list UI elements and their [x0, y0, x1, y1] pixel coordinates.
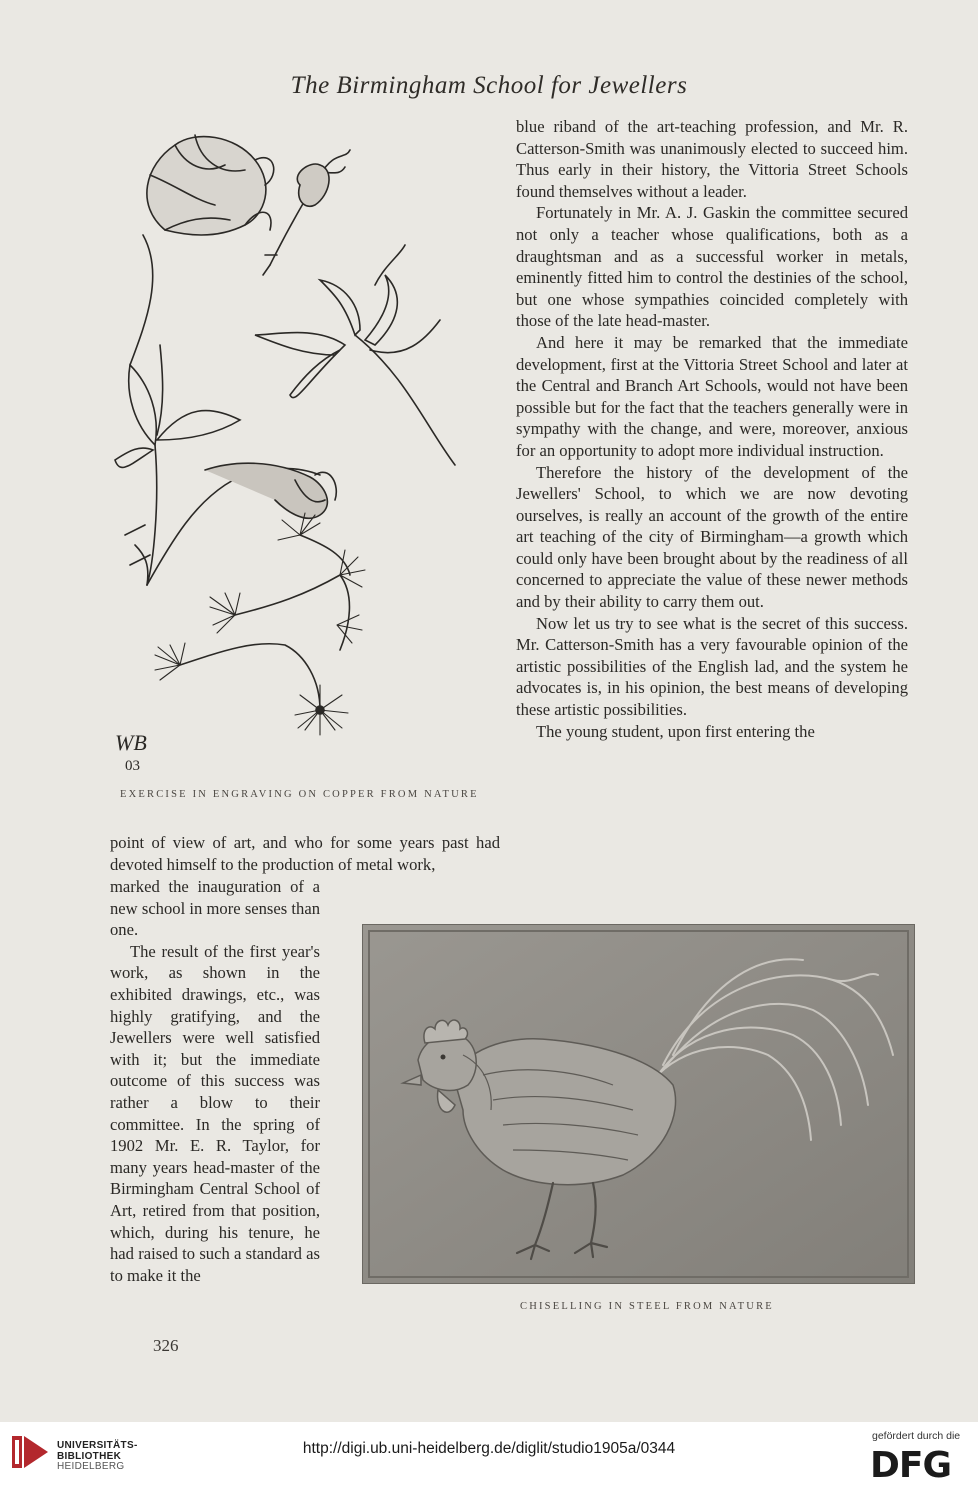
left-narrow-text: marked the inauguration of a new school in more senses than one.	[110, 877, 320, 940]
running-title: The Birmingham School for Jewellers	[290, 72, 688, 99]
right-paragraph-3: And here it may be remarked that the immediate development, first at the Vittoria Street School and later at the Central and Branch Art Schools, would not have been possible but for the fact that the teachers generally were in sympathy with the change, and were, moreover, anxious for an opportunity to adopt more individual instruction.	[516, 332, 908, 460]
dfg-logo: DFG	[870, 1445, 952, 1486]
library-name-line-3: HEIDELBERG	[57, 1461, 125, 1472]
engraving-year: 03	[125, 758, 140, 774]
engraving-illustration	[105, 105, 495, 785]
left-text-wide	[110, 832, 500, 875]
right-paragraph-5: Now let us try to see what is the secret of this success. Mr. Catterson-Smith has a very favourable opinion of the artistic possibilities of the English lad, and the system he advocates is, in his opinion, the best means of developing these artistic possibilities.	[516, 613, 908, 720]
right-paragraph-4: Therefore the history of the development of the Jewellers' School, to which we are now devoting ourselves, is really an account of the growth of the entire art teaching of the city of Birmingham—a growth which could only have been brought about by the readiness of all concerned to appreciate the value of these newer methods and by their ability to carry them out.	[516, 462, 908, 612]
footer-bar	[0, 1422, 978, 1495]
right-text-column	[516, 116, 908, 742]
permalink-url[interactable]: http://digi.ub.uni-heidelberg.de/diglit/studio1905a/0344	[302, 1440, 676, 1457]
library-name-line-1: UNIVERSITÄTS-	[57, 1440, 138, 1451]
sponsor-label: gefördert durch die	[872, 1430, 961, 1442]
chisel-plate-image	[362, 924, 915, 1284]
right-paragraph-1: blue riband of the art-teaching profession, and Mr. R. Catterson-Smith was unanimously elected to succeed him. Thus early in their history, the Vittoria Street Schools found themselves without a leader.	[516, 117, 908, 201]
left-narrow-paragraph: The result of the first year's work, as shown in the exhibited drawings, etc., was highly gratifying, and the Jewellers were well satisfied with it; but the immediate outcome of this success was rather a blow to their committee. In the spring of 1902 Mr. E. R. Taylor, for many years head-master of the Birmingham Central School of Art, retired from that position, which, during his tenure, he had raised to such a standard as to make it the	[110, 941, 320, 1285]
library-name-line-2: BIBLIOTHEK	[57, 1450, 122, 1462]
right-paragraph-2: Fortunately in Mr. A. J. Gaskin the committee secured not only a teacher whose qualifications, both as a draughtsman and as a successful worker in metals, eminently fitted him to control the destinies of the school, but one whose sympathies coincided completely with those of the late head-master.	[516, 203, 908, 331]
right-paragraph-6: The young student, upon first entering the	[536, 721, 815, 741]
cockerel-relief	[363, 925, 914, 1283]
left-text-narrow	[110, 876, 320, 1286]
engraving-caption: EXERCISE IN ENGRAVING ON COPPER FROM NATURE	[120, 789, 479, 800]
chisel-caption: CHISELLING IN STEEL FROM NATURE	[520, 1301, 774, 1312]
engraving-monogram: WB	[115, 730, 147, 755]
left-wide-text: point of view of art, and who for some years past had devoted himself to the production of metal work,	[110, 833, 500, 874]
page-number: 326	[153, 1336, 179, 1355]
